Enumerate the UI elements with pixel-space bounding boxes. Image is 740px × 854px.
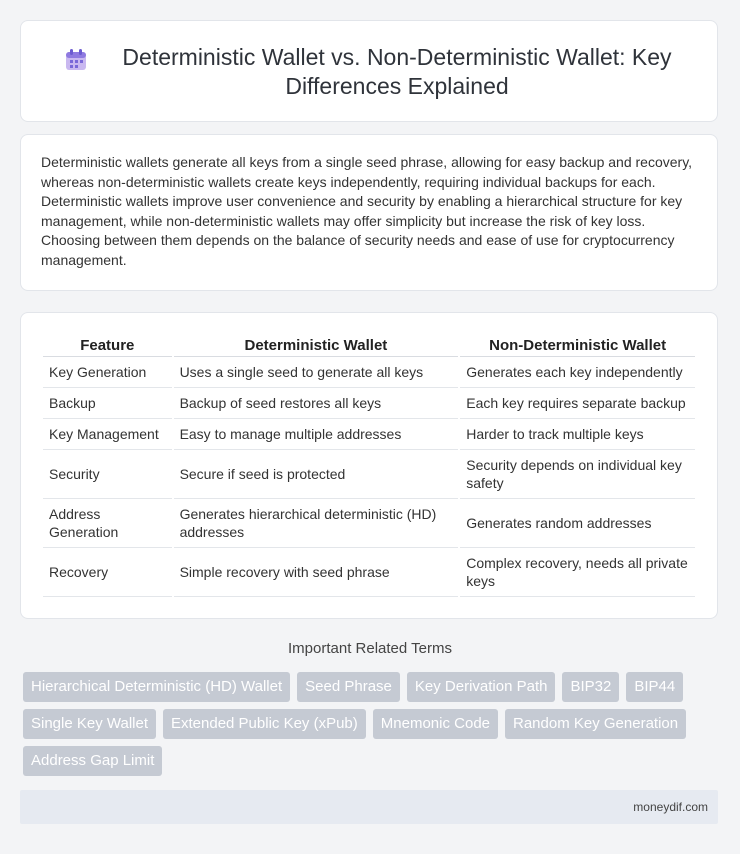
non-deterministic-cell: Security depends on individual key safety [460,450,695,499]
non-deterministic-cell: Each key requires separate backup [460,388,695,419]
related-term-tag[interactable]: Seed Phrase [297,672,400,702]
feature-cell: Backup [43,388,172,419]
deterministic-cell: Secure if seed is protected [174,450,459,499]
feature-cell: Recovery [43,548,172,597]
deterministic-cell: Uses a single seed to generate all keys [174,357,459,388]
related-terms-list [23,672,723,776]
non-deterministic-cell: Generates random addresses [460,499,695,548]
table-row [43,388,695,419]
deterministic-cell: Backup of seed restores all keys [174,388,459,419]
table-row [43,419,695,450]
non-deterministic-cell: Harder to track multiple keys [460,419,695,450]
deterministic-cell: Simple recovery with seed phrase [174,548,459,597]
table-row [43,357,695,388]
related-term-tag[interactable]: Single Key Wallet [23,709,156,739]
deterministic-cell: Generates hierarchical deterministic (HD) addresses [174,499,459,548]
header-feature: Feature [43,333,172,357]
related-term-tag[interactable]: Extended Public Key (xPub) [163,709,366,739]
table-row [43,450,695,499]
related-term-tag[interactable]: Key Derivation Path [407,672,556,702]
footer-site-link[interactable]: moneydif.com [633,800,708,814]
related-term-tag[interactable]: BIP32 [562,672,619,702]
title-card [20,20,718,122]
footer [20,790,718,824]
feature-cell: Security [43,450,172,499]
comparison-table [41,333,697,597]
page-title: Deterministic Wallet vs. Non-Deterministic Wallet: Key Differences Explained [122,44,672,99]
non-deterministic-cell: Generates each key independently [460,357,695,388]
related-term-tag[interactable]: Hierarchical Deterministic (HD) Wallet [23,672,290,702]
table-row [43,548,695,597]
related-terms-heading: Important Related Terms [288,640,452,657]
header-non-deterministic: Non-Deterministic Wallet [460,333,695,357]
feature-cell: Key Management [43,419,172,450]
summary-card [20,134,718,291]
calendar-icon [65,49,87,71]
non-deterministic-cell: Complex recovery, needs all private keys [460,548,695,597]
feature-cell: Key Generation [43,357,172,388]
related-term-tag[interactable]: BIP44 [626,672,683,702]
table-header-row [43,333,695,357]
summary-text: Deterministic wallets generate all keys from a single seed phrase, allowing for easy backup and recovery, whereas non-deterministic wallets create keys independently, requiring individual backups for each. Deterministic wallets improve user convenience and security by enabling a hierarchical structure for key management, while non-deterministic wallets may offer simplicity but increase the risk of key loss. Choosing between them depends on the balance of security needs and ease of use for cryptocurrency management. [41,154,693,268]
related-term-tag[interactable]: Address Gap Limit [23,746,162,776]
comparison-table-card [20,312,718,619]
related-term-tag[interactable]: Mnemonic Code [373,709,498,739]
header-deterministic: Deterministic Wallet [174,333,459,357]
feature-cell: Address Generation [43,499,172,548]
table-row [43,499,695,548]
deterministic-cell: Easy to manage multiple addresses [174,419,459,450]
related-term-tag[interactable]: Random Key Generation [505,709,686,739]
